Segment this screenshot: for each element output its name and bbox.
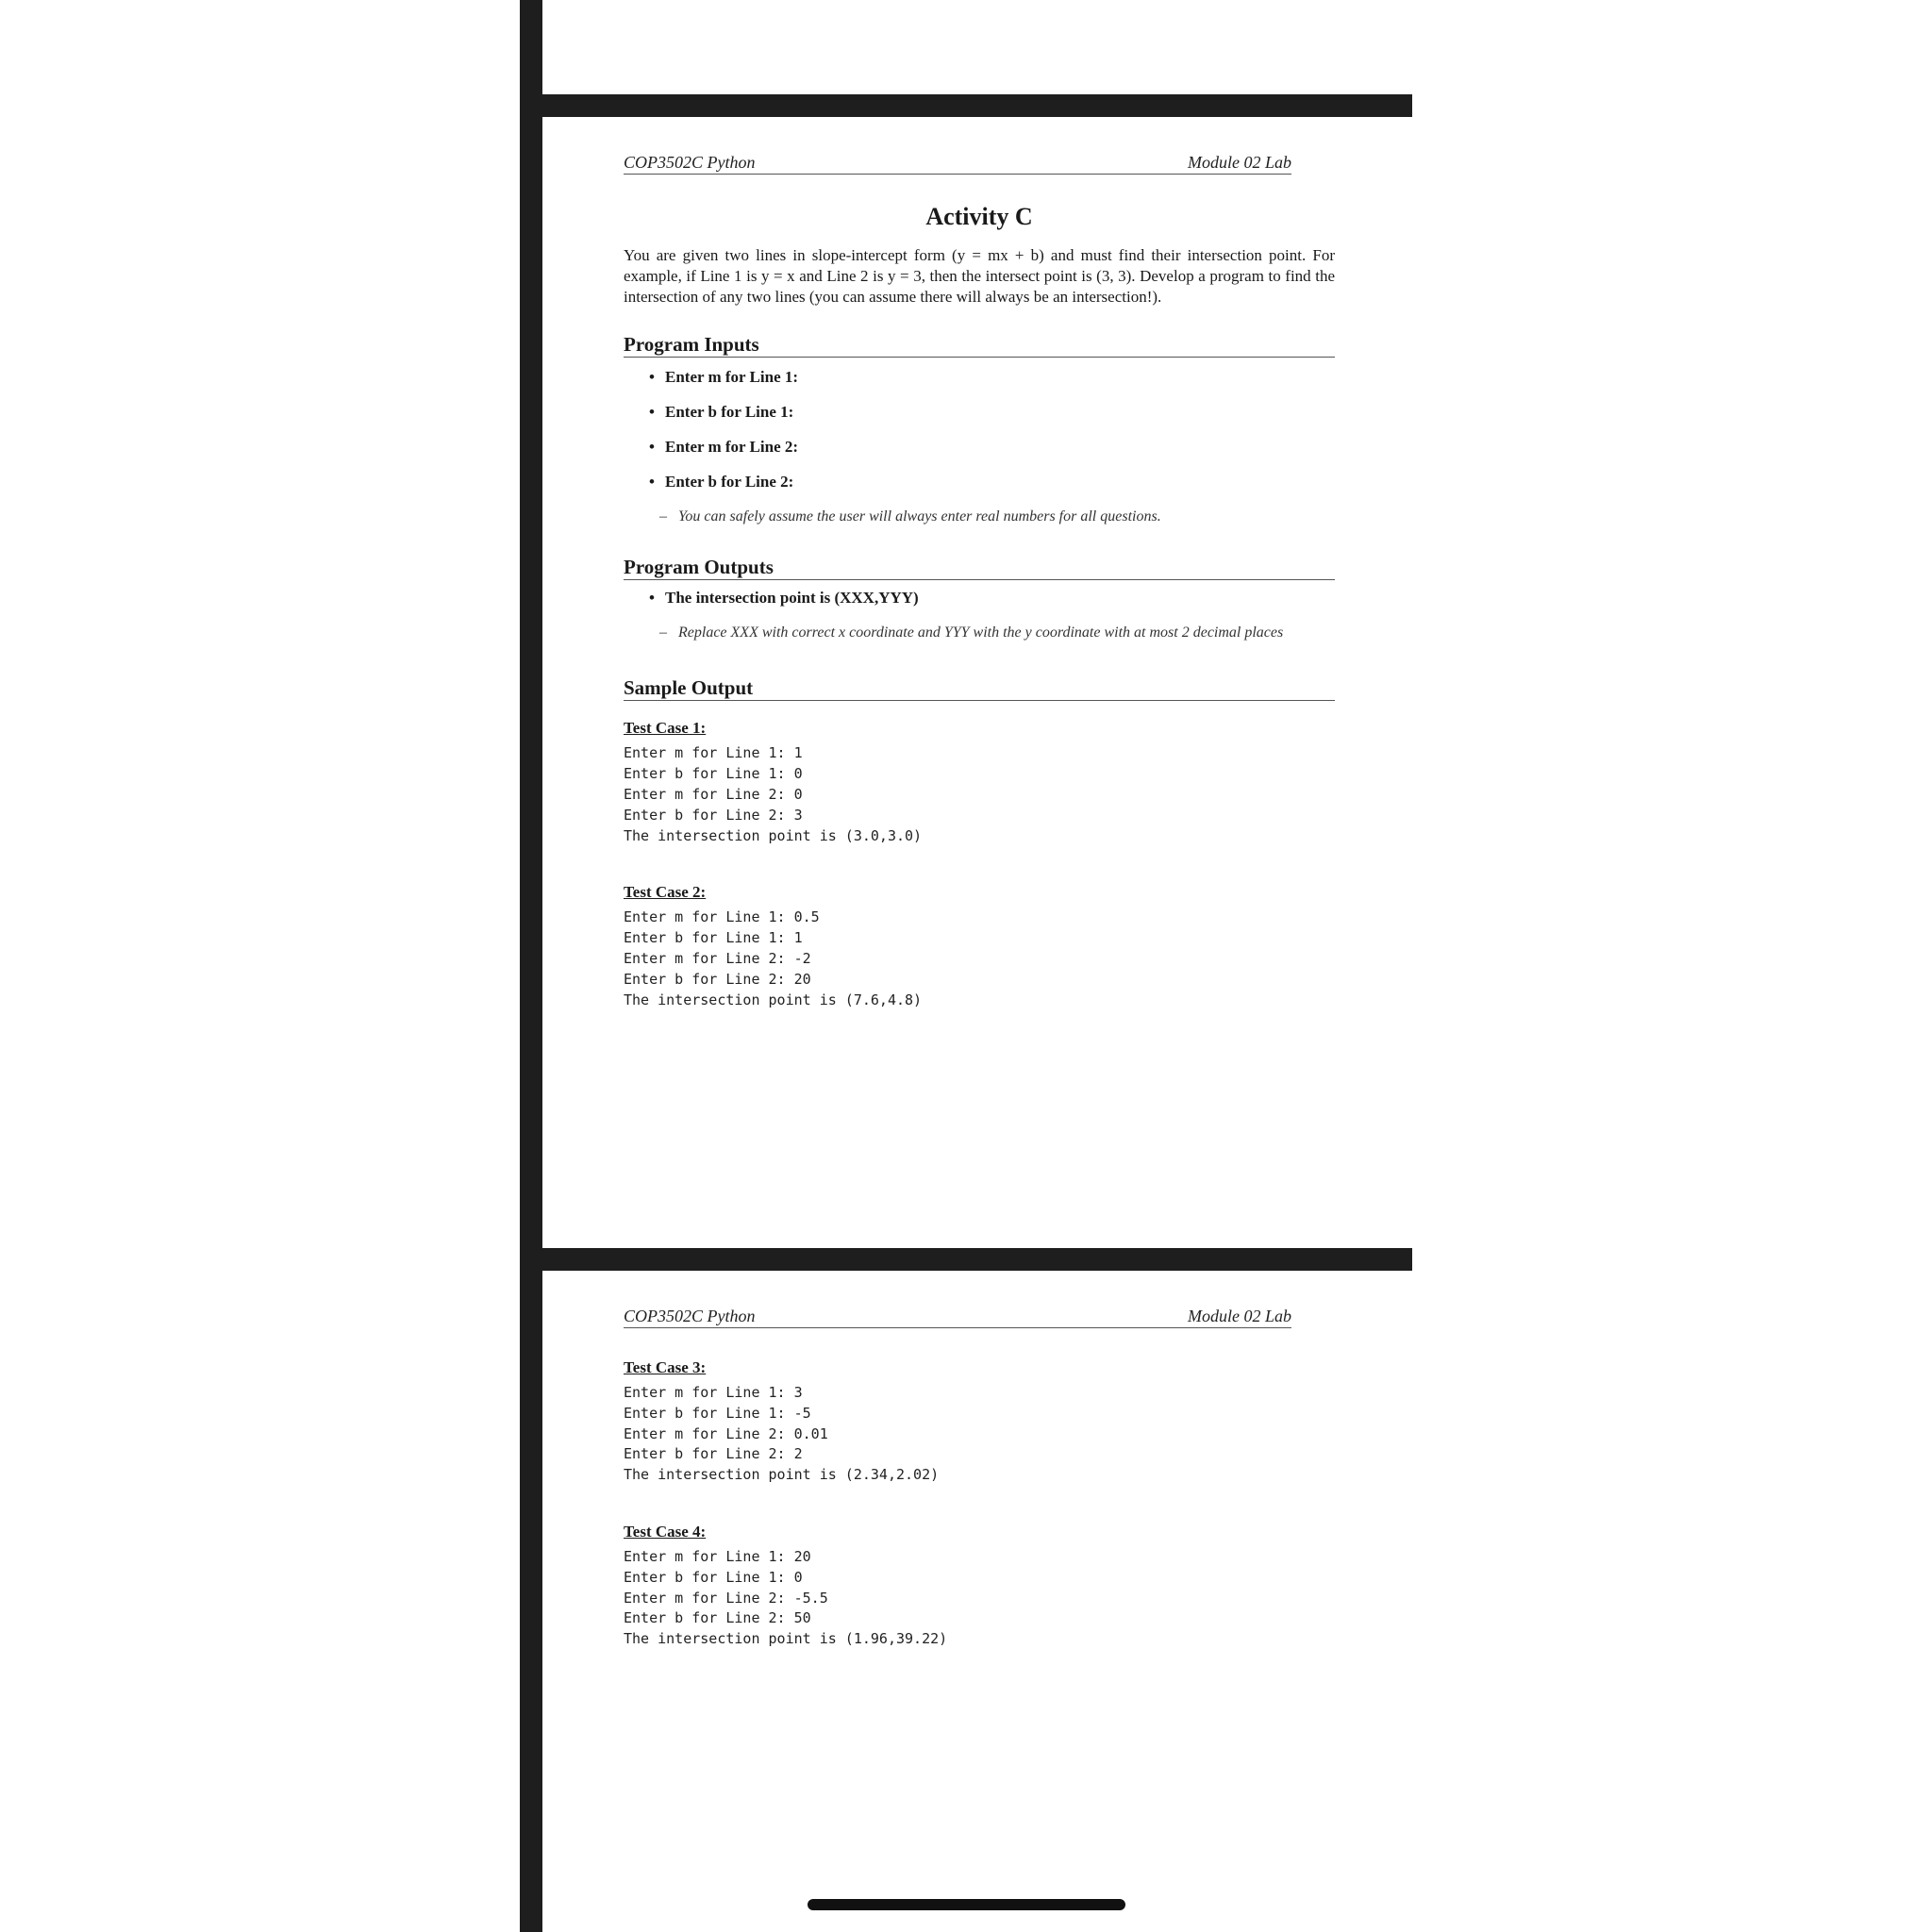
test-case-1 bbox=[624, 718, 1335, 846]
list-item bbox=[649, 437, 1335, 458]
list-item bbox=[649, 588, 1335, 608]
test-case-output bbox=[624, 908, 1335, 1010]
test-case-output bbox=[624, 1383, 1335, 1486]
inputs-note bbox=[598, 507, 1309, 527]
sample-heading: Sample Output bbox=[624, 676, 1335, 701]
code-line: The intersection point is (2.34,2.02) bbox=[624, 1466, 940, 1484]
test-case-3 bbox=[624, 1357, 1335, 1486]
code-line: Enter b for Line 2: 20 bbox=[624, 970, 811, 988]
code-line: Enter b for Line 1: 0 bbox=[624, 1568, 803, 1586]
input-prompt-m2: Enter m for Line 2: bbox=[665, 438, 799, 457]
input-prompt-b1: Enter b for Line 1: bbox=[665, 403, 794, 422]
inputs-list bbox=[624, 367, 1335, 492]
code-line: Enter m for Line 1: 3 bbox=[624, 1384, 803, 1401]
list-item bbox=[649, 472, 1335, 492]
code-line: Enter m for Line 2: -2 bbox=[624, 949, 811, 967]
bullet: • bbox=[649, 438, 655, 457]
code-line: The intersection point is (7.6,4.8) bbox=[624, 991, 923, 1008]
page-1-content bbox=[624, 198, 1335, 1010]
outputs-list bbox=[624, 588, 1335, 608]
code-line: Enter b for Line 2: 2 bbox=[624, 1445, 803, 1463]
test-case-title: Test Case 3: bbox=[624, 1358, 707, 1376]
outputs-heading: Program Outputs bbox=[624, 556, 1335, 580]
code-line: Enter m for Line 1: 0.5 bbox=[624, 908, 820, 926]
test-case-4 bbox=[624, 1522, 1335, 1650]
inputs-heading: Program Inputs bbox=[624, 333, 1335, 358]
output-format: The intersection point is (XXX,YYY) bbox=[665, 589, 919, 608]
page-separator-middle bbox=[542, 1248, 1412, 1271]
inputs-section bbox=[624, 333, 1335, 527]
code-line: Enter b for Line 2: 50 bbox=[624, 1609, 811, 1627]
page-separator-top bbox=[542, 94, 1412, 117]
test-case-title: Test Case 2: bbox=[624, 883, 707, 902]
code-line: Enter b for Line 1: -5 bbox=[624, 1404, 811, 1422]
header-course: COP3502C Python bbox=[624, 1307, 756, 1325]
bullet: • bbox=[649, 368, 655, 387]
left-border-bar bbox=[520, 0, 542, 1932]
code-line: Enter b for Line 1: 0 bbox=[624, 765, 803, 783]
inputs-note-text: You can safely assume the user will always enter real numbers for all questions. bbox=[678, 508, 1161, 525]
dash: – bbox=[659, 508, 667, 525]
list-item bbox=[649, 402, 1335, 423]
code-line: The intersection point is (1.96,39.22) bbox=[624, 1630, 948, 1648]
code-line: Enter m for Line 2: -5.5 bbox=[624, 1589, 828, 1607]
header-module: Module 02 Lab bbox=[1188, 1307, 1291, 1325]
test-case-title: Test Case 4: bbox=[624, 1522, 707, 1541]
input-prompt-m1: Enter m for Line 1: bbox=[665, 368, 799, 387]
code-line: Enter m for Line 2: 0 bbox=[624, 785, 803, 803]
running-header bbox=[624, 1307, 1291, 1328]
code-line: Enter b for Line 1: 1 bbox=[624, 929, 803, 947]
dash: – bbox=[659, 625, 667, 641]
bullet: • bbox=[649, 473, 655, 491]
outputs-note bbox=[598, 623, 1309, 643]
running-header bbox=[624, 153, 1291, 175]
header-module: Module 02 Lab bbox=[1188, 153, 1291, 172]
intro-paragraph: You are given two lines in slope-intercept form (y = mx + b) and must find their intersection point. For example, if Line 1 is y = x and Line 2 is y = 3, then the intersect point is (3, 3). Develop a program to find the intersection of any two lines (you can assume there will always be an intersection!). bbox=[624, 246, 1335, 306]
bullet: • bbox=[649, 589, 655, 608]
code-line: Enter m for Line 1: 20 bbox=[624, 1547, 811, 1565]
code-line: Enter b for Line 2: 3 bbox=[624, 806, 803, 824]
code-line: The intersection point is (3.0,3.0) bbox=[624, 826, 923, 844]
outputs-section bbox=[624, 556, 1335, 643]
test-case-output bbox=[624, 743, 1335, 846]
home-indicator-bar[interactable] bbox=[808, 1899, 1125, 1910]
code-line: Enter m for Line 1: 1 bbox=[624, 744, 803, 762]
list-item bbox=[649, 367, 1335, 388]
input-prompt-b2: Enter b for Line 2: bbox=[665, 473, 794, 491]
test-case-2 bbox=[624, 882, 1335, 1010]
code-line: Enter m for Line 2: 0.01 bbox=[624, 1424, 828, 1442]
test-case-output bbox=[624, 1547, 1335, 1650]
bullet: • bbox=[649, 403, 655, 422]
test-case-title: Test Case 1: bbox=[624, 719, 707, 738]
page-2-content bbox=[624, 1357, 1335, 1650]
page-title: Activity C bbox=[925, 203, 1033, 230]
sample-section bbox=[624, 676, 1335, 1010]
outputs-note-text: Replace XXX with correct x coordinate and YYY with the y coordinate with at most 2 decimal places bbox=[678, 625, 1284, 641]
header-course: COP3502C Python bbox=[624, 153, 756, 172]
